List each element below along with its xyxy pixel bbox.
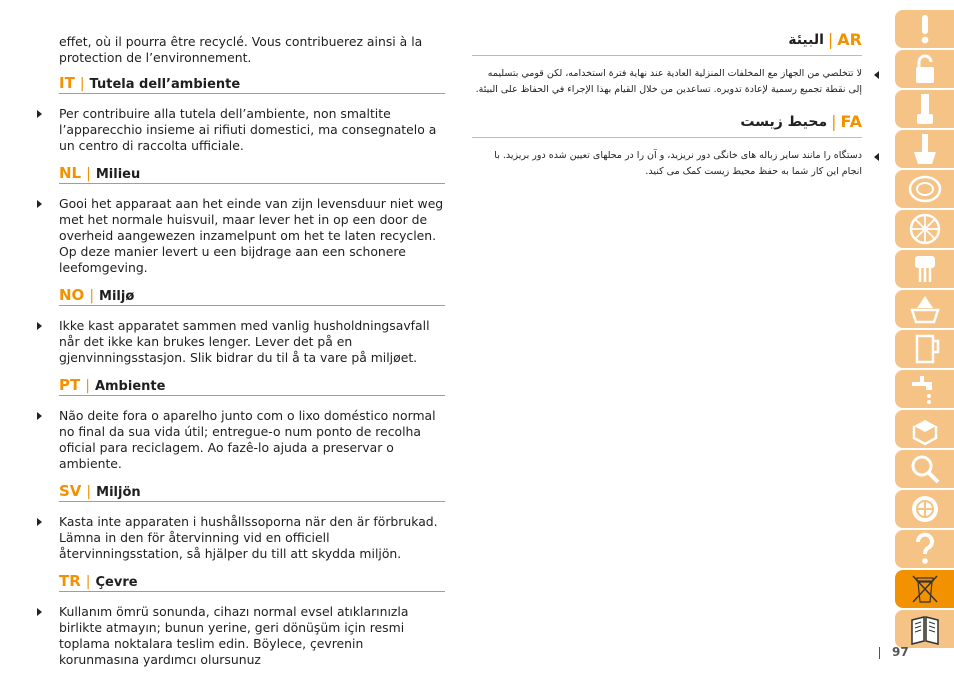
grating-disc-icon — [908, 212, 942, 246]
section-title: Miljön — [96, 485, 141, 500]
separator: | — [86, 484, 92, 500]
intro-paragraph: effet, où il pourra être recyclé. Vous contribuerez ainsi à la protection de l’environnement. — [59, 34, 423, 65]
language-code: NL — [59, 164, 82, 182]
tab-environment[interactable] — [895, 570, 954, 608]
blender-icon — [908, 92, 942, 126]
separator: | — [85, 574, 91, 590]
section-pt — [37, 376, 445, 472]
section-text: Kullanım ömrü sonunda, cihazı normal evsel atıklarınızla birlikte atmayın; bunun yerine, geri dönüşüm için resmi toplama noktalara teslim edin. Böylece, çevrenin korunmasına yardımcı olursunuz — [59, 604, 409, 667]
section-text: Per contribuire alla tutela dell’ambiente, non smaltite l’apparecchio insieme ai rifiuti domestici, ma consegnatelo a un centro di raccolta ufficiale. — [59, 106, 437, 153]
section-paragraph — [472, 148, 862, 180]
whisk-icon — [908, 252, 942, 286]
section-text: دستگاه را مانند سایر زباله های خانگی دور نریزید، و آن را در محلهای تعیین شده دور بریزید. با انجام این کار شما به حفظ محیط زیست کمک می کنید. — [494, 150, 862, 177]
language-code: FA — [840, 112, 862, 131]
section-it — [37, 74, 445, 154]
separator: | — [85, 378, 90, 394]
blender-jug-icon — [908, 132, 942, 166]
section-no — [37, 286, 445, 366]
tab-grating[interactable] — [895, 210, 954, 248]
section-header — [59, 74, 445, 94]
tap-cleaning-icon — [908, 372, 942, 406]
tab-whisk[interactable] — [895, 250, 954, 288]
section-title: محیط زیست — [740, 113, 828, 130]
section-header — [59, 286, 445, 306]
section-title: البيئة — [788, 31, 824, 48]
language-code: PT — [59, 376, 81, 394]
bullet-icon — [37, 412, 42, 420]
section-text: Kasta inte apparaten i hushållssoporna när den är förbrukad. Lämna in den för återvinning vid en officiell återvinningsstation, så hjälper du till att skydda miljön. — [59, 514, 438, 561]
section-paragraph — [37, 514, 445, 562]
slicing-disc-icon — [908, 172, 942, 206]
bullet-icon — [37, 110, 42, 118]
tab-blender-jug[interactable] — [895, 130, 954, 168]
manual-book-icon — [908, 612, 942, 646]
section-paragraph — [37, 196, 445, 276]
tab-guarantee[interactable] — [895, 490, 954, 528]
tab-slicing[interactable] — [895, 170, 954, 208]
separator: | — [86, 166, 91, 182]
language-code: AR — [837, 30, 862, 49]
tab-citrus[interactable] — [895, 290, 954, 328]
separator: | — [79, 76, 85, 92]
section-title: Tutela dell’ambiente — [89, 77, 241, 92]
section-fa — [472, 112, 862, 180]
bullet-icon — [37, 518, 42, 526]
storage-box-icon — [908, 412, 942, 446]
question-mark-icon — [908, 532, 942, 566]
separator: | — [827, 30, 834, 49]
section-text: Gooi het apparaat aan het einde van zijn levensduur niet weg met het normale huisvuil, maar lever het in op een door de overheid aangewezen inzamelpunt om het te laten recyclen. Op deze manier levert u een bijdrage aan een schonere leefomgeving. — [59, 196, 444, 275]
tab-blender[interactable] — [895, 90, 954, 128]
tab-troubleshooting[interactable] — [895, 450, 954, 488]
tab-warnings[interactable] — [895, 10, 954, 48]
section-text: Não deite fora o aparelho junto com o lixo doméstico normal no final da sua vida útil; entregue-o num ponto de recolha oficial para reciclagem. Ao fazê-lo ajuda a preservar o ambiente. — [59, 408, 436, 471]
section-title: Milieu — [95, 167, 141, 182]
left-column — [37, 34, 445, 678]
language-code: NO — [59, 286, 85, 304]
section-paragraph — [37, 106, 445, 154]
tab-jug[interactable] — [895, 330, 954, 368]
section-text: لا تتخلصي من الجهاز مع المخلفات المنزلية العادية عند نهاية فترة استخدامه، لكن قومي بتسليمه إلى نقطة تجميع رسمية لإعادة تدويره. تساعدين من خلال القيام بهذا الإجراء في الحفاظ على البيئة. — [475, 68, 862, 95]
tab-cleaning[interactable] — [895, 370, 954, 408]
tab-questions[interactable] — [895, 530, 954, 568]
language-code: SV — [59, 482, 82, 500]
section-paragraph — [472, 66, 862, 98]
tab-safety[interactable] — [895, 50, 954, 88]
divider — [879, 647, 880, 659]
bullet-icon — [874, 153, 879, 161]
language-code: TR — [59, 572, 81, 590]
padlock-icon — [908, 52, 942, 86]
section-paragraph — [37, 604, 445, 668]
separator: | — [831, 112, 837, 131]
section-title: Ambiente — [94, 379, 166, 394]
section-header — [59, 482, 445, 502]
page-number-value: 97 — [892, 645, 909, 659]
bullet-icon — [37, 322, 42, 330]
section-header — [59, 164, 445, 184]
section-nl — [37, 164, 445, 276]
citrus-press-icon — [908, 292, 942, 326]
section-paragraph — [37, 408, 445, 472]
section-tr — [37, 572, 445, 668]
section-title: Miljø — [99, 289, 135, 304]
section-paragraph — [37, 318, 445, 366]
right-column — [472, 30, 862, 194]
section-header — [59, 376, 445, 396]
language-code: IT — [59, 74, 75, 92]
tab-manual[interactable] — [895, 610, 954, 648]
bullet-icon — [874, 71, 879, 79]
separator: | — [89, 288, 95, 304]
section-header — [472, 112, 862, 138]
section-header — [59, 572, 445, 592]
measuring-jug-icon — [908, 332, 942, 366]
exclamation-icon — [908, 12, 942, 46]
bullet-icon — [37, 608, 42, 616]
tab-storage[interactable] — [895, 410, 954, 448]
section-ar — [472, 30, 862, 98]
section-text: Ikke kast apparatet sammen med vanlig husholdningsavfall når det ikke kan brukes lenger. Lever det på en gjenvinningsstasjon. Slik bidrar du til å ta vare på miljøet. — [59, 318, 430, 365]
section-sv — [37, 482, 445, 562]
globe-icon — [908, 492, 942, 526]
section-title: Çevre — [95, 575, 138, 590]
recycle-bin-crossed-icon — [908, 572, 942, 606]
page-number — [879, 645, 909, 659]
section-header — [472, 30, 862, 56]
search-icon — [908, 452, 942, 486]
chapter-tabs — [895, 10, 954, 650]
bullet-icon — [37, 200, 42, 208]
